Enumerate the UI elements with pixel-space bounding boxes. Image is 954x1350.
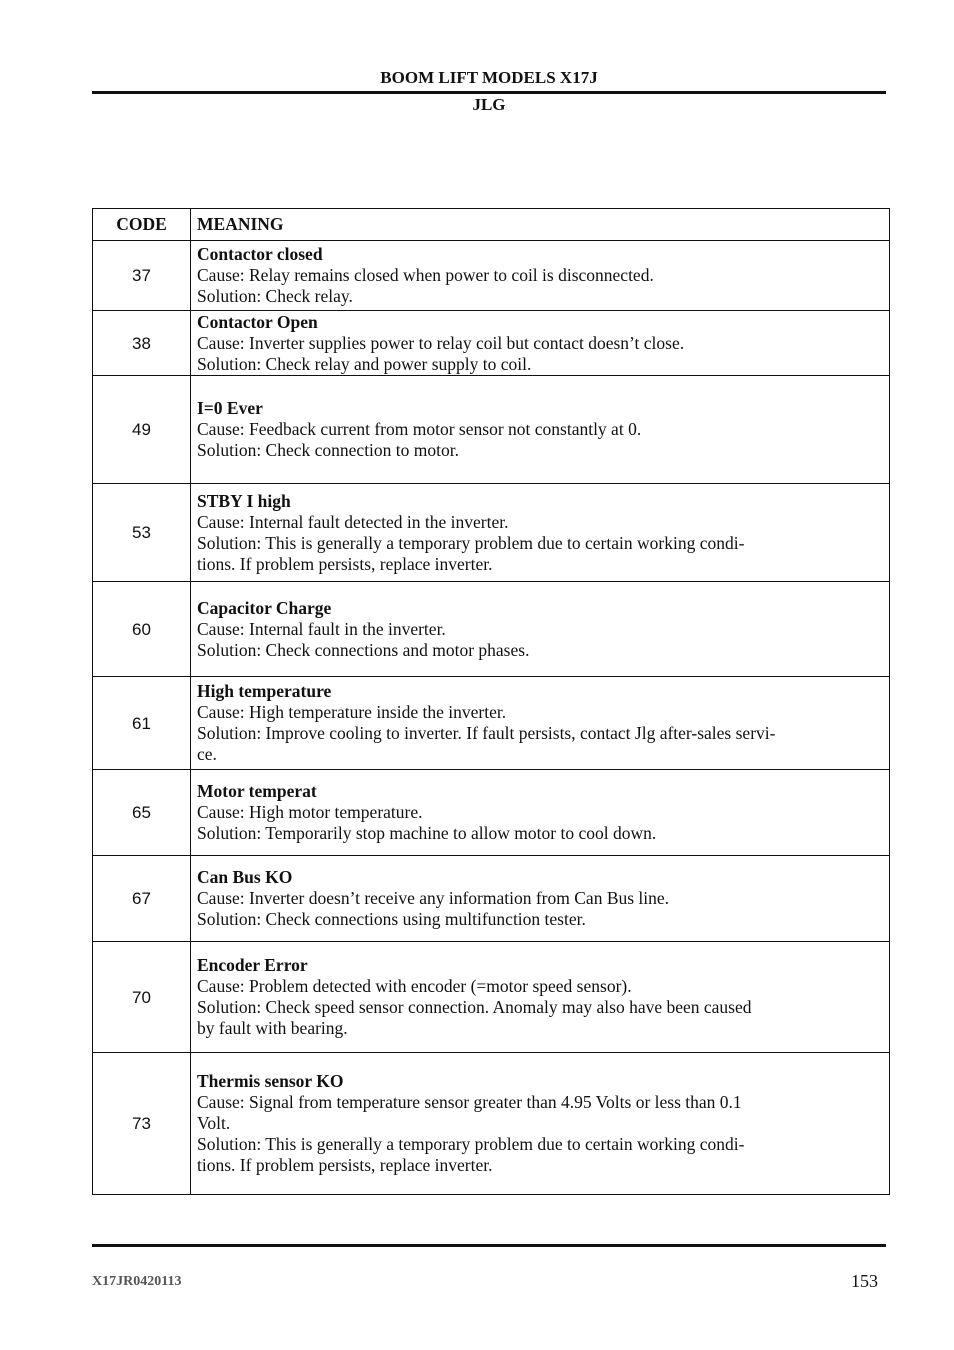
error-title: Motor temperat (197, 781, 317, 801)
error-title: High temperature (197, 681, 332, 701)
error-title: I=0 Ever (197, 398, 263, 418)
error-description-line: Cause: High temperature inside the inverter. (197, 702, 507, 722)
code-column-header: CODE (93, 209, 191, 241)
table-row (93, 677, 890, 770)
error-meaning (191, 376, 890, 484)
error-code: 37 (93, 241, 191, 311)
brand-name: JLG (472, 95, 506, 114)
error-title: Capacitor Charge (197, 597, 332, 618)
error-meaning (191, 582, 890, 677)
table-row (93, 942, 890, 1053)
error-description-line: Cause: Inverter supplies power to relay coil but contact doesn’t close. (197, 332, 685, 353)
error-description-line: Solution: Check connections using multifunction tester. (197, 909, 586, 929)
table-row (93, 582, 890, 677)
document-title: BOOM LIFT MODELS X17J (380, 68, 598, 87)
table-row (93, 484, 890, 582)
error-code: 60 (93, 582, 191, 677)
error-meaning (191, 770, 890, 856)
error-meaning (191, 311, 890, 376)
table-row (93, 376, 890, 484)
error-description-line: Volt. (197, 1113, 231, 1133)
error-description-line: Solution: This is generally a temporary problem due to certain working condi- (197, 532, 745, 553)
page-footer (92, 1244, 886, 1291)
error-code: 61 (93, 677, 191, 770)
error-description-line: Cause: Inverter doesn’t receive any information from Can Bus line. (197, 888, 670, 908)
error-description-line: tions. If problem persists, replace inverter. (197, 1155, 493, 1175)
error-title: STBY I high (197, 490, 291, 511)
error-description-line: Solution: Check relay. (197, 286, 353, 306)
table-row (93, 311, 890, 376)
error-description-line: Cause: Signal from temperature sensor greater than 4.95 Volts or less than 0.1 (197, 1092, 742, 1112)
error-description-line: Cause: Relay remains closed when power to coil is disconnected. (197, 265, 654, 285)
error-description-line: Solution: Check relay and power supply to coil. (197, 353, 532, 374)
error-code: 65 (93, 770, 191, 856)
table-row (93, 1053, 890, 1195)
error-meaning (191, 484, 890, 582)
table-header-row (93, 209, 890, 241)
error-code: 53 (93, 484, 191, 582)
error-meaning (191, 241, 890, 311)
error-code: 49 (93, 376, 191, 484)
error-code: 38 (93, 311, 191, 376)
error-description-line: Cause: Internal fault in the inverter. (197, 618, 446, 639)
error-title: Encoder Error (197, 955, 308, 975)
document-code: X17JR0420113 (92, 1274, 182, 1289)
error-code: 67 (93, 856, 191, 942)
error-description-line: tions. If problem persists, replace inverter. (197, 553, 493, 574)
error-title: Thermis sensor KO (197, 1071, 344, 1091)
error-description-line: Cause: High motor temperature. (197, 802, 423, 822)
error-title: Contactor Open (197, 311, 318, 332)
table-row (93, 770, 890, 856)
page-number: 153 (851, 1271, 878, 1291)
error-meaning (191, 856, 890, 942)
table-row (93, 856, 890, 942)
error-code: 73 (93, 1053, 191, 1195)
error-meaning (191, 677, 890, 770)
meaning-column-header: MEANING (191, 209, 890, 241)
error-description-line: Solution: Improve cooling to inverter. If fault persists, contact Jlg after-sales servi- (197, 723, 776, 743)
table-row (93, 241, 890, 311)
error-description-line: Solution: Check speed sensor connection. Anomaly may also have been caused (197, 997, 752, 1017)
page-header (92, 66, 886, 116)
error-code: 70 (93, 942, 191, 1053)
footer-rule (92, 1244, 886, 1247)
error-description-line: Cause: Problem detected with encoder (=motor speed sensor). (197, 976, 632, 996)
error-description-line: Cause: Feedback current from motor sensor not constantly at 0. (197, 419, 642, 439)
error-description-line: Cause: Internal fault detected in the inverter. (197, 511, 509, 532)
error-description-line: Solution: Check connections and motor phases. (197, 639, 530, 660)
error-description-line: Solution: Temporarily stop machine to allow motor to cool down. (197, 823, 657, 843)
error-meaning (191, 942, 890, 1053)
error-title: Can Bus KO (197, 867, 293, 887)
error-description-line: Solution: Check connection to motor. (197, 440, 459, 460)
error-description-line: by fault with bearing. (197, 1018, 348, 1038)
error-meaning (191, 1053, 890, 1195)
error-title: Contactor closed (197, 244, 323, 264)
error-code-table (92, 208, 890, 1195)
error-description-line: ce. (197, 744, 217, 764)
error-description-line: Solution: This is generally a temporary problem due to certain working condi- (197, 1134, 745, 1154)
